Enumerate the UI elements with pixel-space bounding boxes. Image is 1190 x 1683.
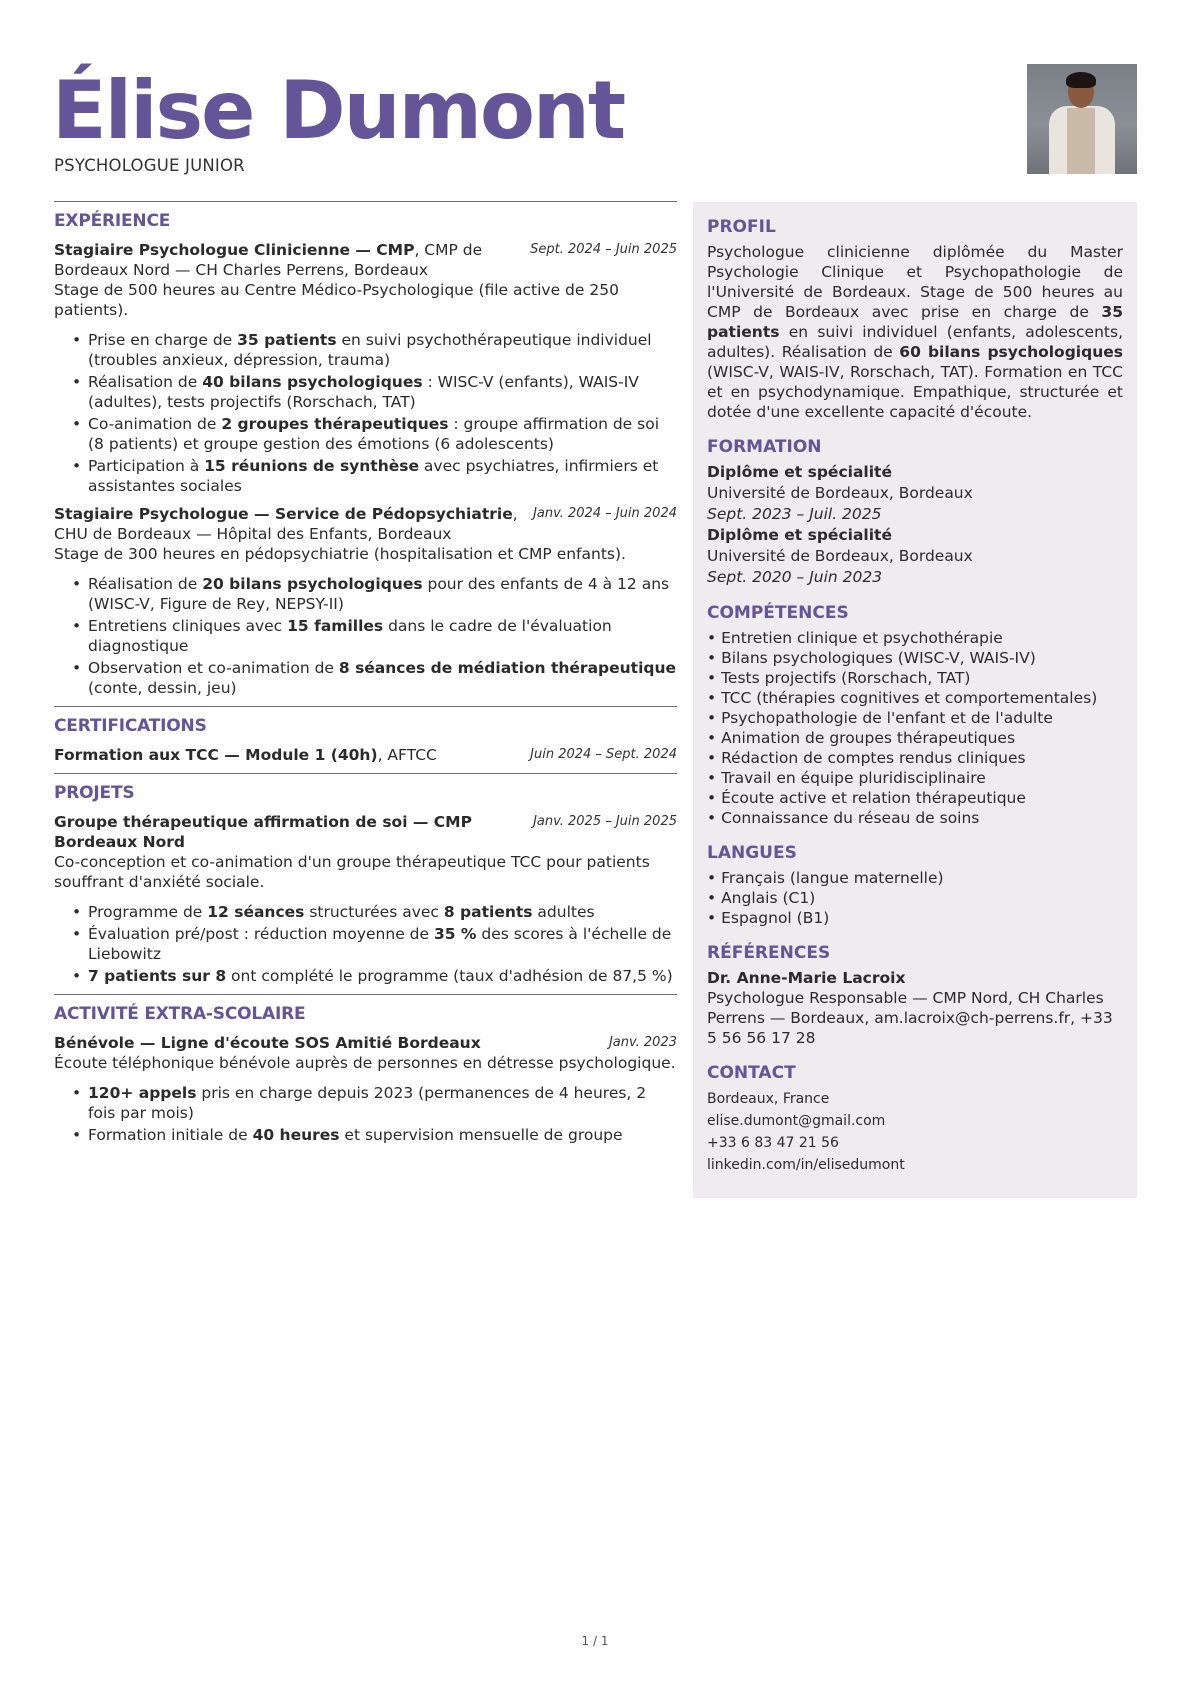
entry-description: Stage de 500 heures au Centre Médico-Psychologique (file active de 250 patients). [54,281,619,319]
section-heading: CERTIFICATIONS [54,716,207,736]
bullet-item: • 120+ appels pris en charge depuis 2023 (permanences de 4 heures, 2 fois par mois) [72,1083,677,1123]
section-profile [707,216,1123,422]
education-entry [707,525,1123,588]
education-entry [707,462,1123,525]
section-heading: CONTACT [707,1063,796,1083]
entry-bullets [72,902,677,986]
bullet-item: • Réalisation de 20 bilans psychologiques pour des enfants de 4 à 12 ans (WISC-V, Figure de Rey, NEPSY-II) [72,574,677,614]
section-extracurricular [54,994,677,1145]
contact-location: Bordeaux, France [707,1091,830,1107]
skill-item: • Connaissance du réseau de soins [707,808,1123,828]
bullet-item: • Co-animation de 2 groupes thérapeutiques : groupe affirmation de soi (8 patients) et groupe gestion des émotions (6 adolescents) [72,414,677,454]
entry-title-role: Stagiaire Psychologue Clinicienne — CMP [54,241,415,259]
language-item: • Espagnol (B1) [707,908,1123,928]
language-item: • Anglais (C1) [707,888,1123,908]
section-education [707,436,1123,588]
entry-description: Stage de 300 heures en pédopsychiatrie (hospitalisation et CMP enfants). [54,545,626,563]
section-heading: RÉFÉRENCES [707,943,831,963]
section-heading: FORMATION [707,437,822,457]
entry-title: Bénévole — Ligne d'écoute SOS Amitié Bordeaux [54,1034,481,1052]
certification-entry [54,745,677,765]
bullet-item: • Prise en charge de 35 patients en suivi psychothérapeutique individuel (troubles anxieux, dépression, trauma) [72,330,677,370]
school-name: Université de Bordeaux, Bordeaux [707,484,973,502]
section-heading: PROFIL [707,217,776,237]
languages-list [707,868,1123,928]
entry-title-role: Stagiaire Psychologue — Service de Pédopsychiatrie [54,505,513,523]
job-title: PSYCHOLOGUE JUNIOR [54,156,245,175]
skill-item: • Travail en équipe pluridisciplinaire [707,768,1123,788]
bullet-item: • 7 patients sur 8 ont complété le programme (taux d'adhésion de 87,5 %) [72,966,677,986]
entry-title: Groupe thérapeutique affirmation de soi — CMP Bordeaux Nord [54,813,472,851]
skill-item: • TCC (thérapies cognitives et comportementales) [707,688,1123,708]
bullet-item: • Participation à 15 réunions de synthèse avec psychiatres, infirmiers et assistantes sociales [72,456,677,496]
section-projects [54,773,677,986]
entry-description: Co-conception et co-animation d'un groupe thérapeutique TCC pour patients souffrant d'anxiété sociale. [54,853,650,891]
entry-title [54,504,525,544]
education-date: Sept. 2020 – Juin 2023 [707,568,883,586]
experience-entry [54,504,677,698]
section-heading: PROJETS [54,783,135,803]
section-contact [707,1062,1123,1176]
section-certifications [54,706,677,765]
entry-title [54,745,522,765]
degree-title: Diplôme et spécialité [707,463,892,481]
entry-description: Écoute téléphonique bénévole auprès de personnes en détresse psychologique. [54,1054,676,1072]
degree-title: Diplôme et spécialité [707,526,892,544]
language-item: • Français (langue maternelle) [707,868,1123,888]
skill-item: • Rédaction de comptes rendus cliniques [707,748,1123,768]
entry-title-org: , AFTCC [377,746,437,764]
section-heading: COMPÉTENCES [707,603,849,623]
skill-item: • Psychopathologie de l'enfant et de l'adulte [707,708,1123,728]
experience-entry [54,240,677,496]
bullet-item: • Évaluation pré/post : réduction moyenne de 35 % des scores à l'échelle de Liebowitz [72,924,677,964]
profile-photo [1027,64,1137,174]
section-heading: LANGUES [707,843,797,863]
section-skills [707,602,1123,828]
entry-title-org: , CHU de Bordeaux — Hôpital des Enfants, Bordeaux [54,505,518,543]
project-entry [54,812,677,986]
profile-summary: Psychologue clinicienne diplômée du Master Psychologie Clinique et Psychopathologie de l'Université de Bordeaux. Stage de 500 heures au CMP de Bordeaux avec prise en charge de 35 patients en suivi individuel (enfants, adolescents, adultes). Réalisation de 60 bilans psychologiques (WISC-V, WAIS-IV, Rorschach, TAT). Formation en TCC et en psychodynamique. Empathique, structurée et dotée d'une excellente capacité d'écoute. [707,243,1123,421]
bullet-item: • Formation initiale de 40 heures et supervision mensuelle de groupe [72,1125,677,1145]
candidate-name: Élise Dumont [52,64,625,157]
education-date: Sept. 2023 – Juil. 2025 [707,505,882,523]
entry-date: Janv. 2023 [608,1035,677,1050]
entry-date: Juin 2024 – Sept. 2024 [530,747,677,762]
contact-linkedin[interactable]: linkedin.com/in/elisedumont [707,1157,905,1173]
section-heading: ACTIVITÉ EXTRA-SCOLAIRE [54,1004,306,1024]
contact-phone[interactable]: +33 6 83 47 21 56 [707,1135,839,1151]
entry-title-course: Formation aux TCC — Module 1 (40h) [54,746,378,764]
skill-item: • Bilans psychologiques (WISC-V, WAIS-IV) [707,648,1123,668]
skill-item: • Entretien clinique et psychothérapie [707,628,1123,648]
sidebar [693,202,1137,1198]
reference-details: Psychologue Responsable — CMP Nord, CH Charles Perrens — Bordeaux, am.lacroix@ch-perrens.fr, +33 5 56 56 17 28 [707,989,1113,1047]
bullet-item: • Observation et co-animation de 8 séances de médiation thérapeutique (conte, dessin, jeu) [72,658,677,698]
entry-title [54,240,522,280]
skill-item: • Animation de groupes thérapeutiques [707,728,1123,748]
entry-date: Janv. 2025 – Juin 2025 [533,814,677,829]
section-experience [54,201,677,698]
skill-item: • Écoute active et relation thérapeutique [707,788,1123,808]
extracurricular-entry [54,1033,677,1145]
entry-date: Janv. 2024 – Juin 2024 [533,506,677,521]
skills-list [707,628,1123,828]
school-name: Université de Bordeaux, Bordeaux [707,547,973,565]
page-number: 1 / 1 [581,1634,609,1648]
entry-bullets [72,574,677,698]
contact-email[interactable]: elise.dumont@gmail.com [707,1113,886,1129]
skill-item: • Tests projectifs (Rorschach, TAT) [707,668,1123,688]
bullet-item: • Programme de 12 séances structurées avec 8 patients adultes [72,902,677,922]
entry-date: Sept. 2024 – Juin 2025 [530,242,677,257]
entry-bullets [72,1083,677,1145]
section-languages [707,842,1123,928]
entry-title-org: , CMP de Bordeaux Nord — CH Charles Perrens, Bordeaux [54,241,483,279]
bullet-item: • Entretiens cliniques avec 15 familles dans le cadre de l'évaluation diagnostique [72,616,677,656]
photo-figure-hair [1066,72,1096,88]
photo-figure-top [1067,108,1095,174]
bullet-item: • Réalisation de 40 bilans psychologiques : WISC-V (enfants), WAIS-IV (adultes), tests projectifs (Rorschach, TAT) [72,372,677,412]
section-references [707,942,1123,1048]
section-heading: EXPÉRIENCE [54,211,171,231]
reference-name: Dr. Anne-Marie Lacroix [707,969,906,987]
entry-bullets [72,330,677,496]
main-column [54,201,677,1153]
